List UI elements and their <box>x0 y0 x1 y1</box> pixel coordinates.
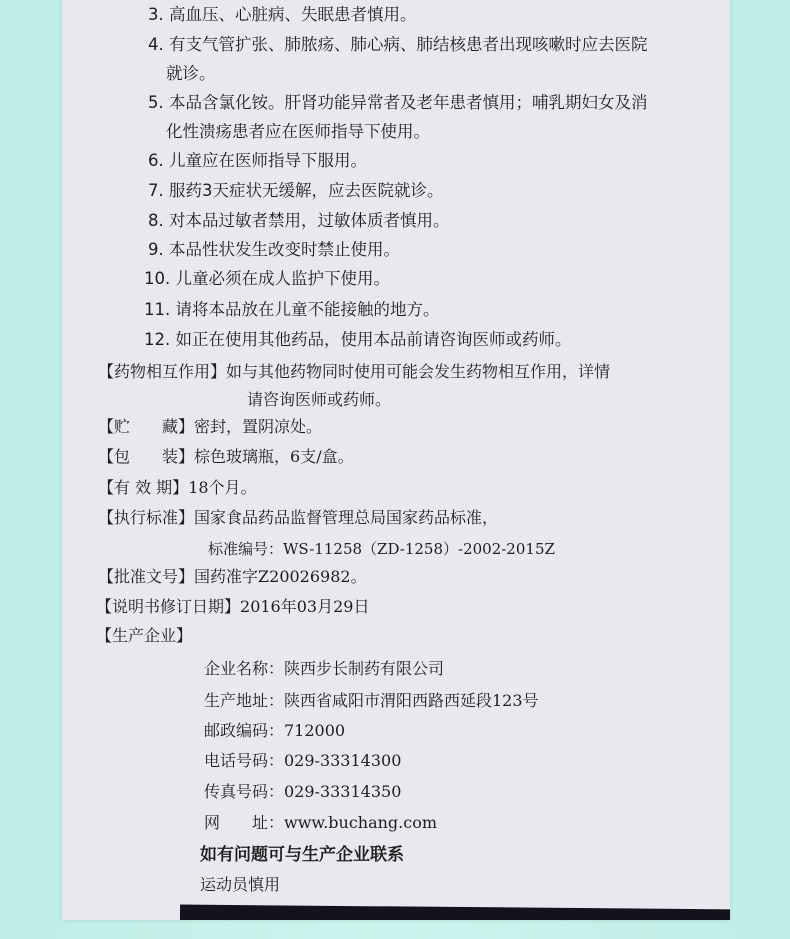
standard-row <box>98 507 498 529</box>
precaution-item: 10. 儿童必须在成人监护下使用。 <box>144 269 390 288</box>
validity-text: 18个月。 <box>188 478 257 497</box>
standard-text: 国家食品药品监督管理总局国家药品标准， <box>194 508 499 527</box>
company-postcode: 邮政编码：712000 <box>204 721 346 740</box>
revision-text: 2016年03月29日 <box>240 597 370 616</box>
precaution-item: 8. 对本品过敏者禁用，过敏体质者慎用。 <box>148 211 450 230</box>
storage-text: 密封，置阴凉处。 <box>194 417 323 436</box>
standard-number: 标准编号：WS-11258（ZD-1258）-2002-2015Z <box>208 540 555 558</box>
precaution-item: 12. 如正在使用其他药品，使用本品前请咨询医师或药师。 <box>144 330 572 349</box>
precaution-item: 7. 服药3天症状无缓解，应去医院就诊。 <box>148 181 444 200</box>
precaution-item: 5. 本品含氯化铵。肝肾功能异常者及老年患者慎用；哺乳期妇女及消 <box>148 93 648 112</box>
company-website: 网 址：www.buchang.com <box>204 813 438 832</box>
section-label: 【有 效 期】 <box>98 478 189 497</box>
interactions-text: 如与其他药物同时使用可能会发生药物相互作用，详情 <box>226 362 611 381</box>
company-address: 生产地址：陕西省咸阳市渭阳西路西延段123号 <box>204 691 539 710</box>
precaution-item-continued: 化性溃疡患者应在医师指导下使用。 <box>166 122 430 141</box>
interactions-row <box>98 361 610 383</box>
company-fax: 传真号码：029-33314350 <box>204 782 402 801</box>
package-text: 棕色玻璃瓶，6支/盒。 <box>194 447 354 466</box>
leaflet-paper <box>62 0 730 920</box>
precaution-item: 3. 高血压、心脏病、失眠患者慎用。 <box>148 5 417 24</box>
company-phone: 电话号码：029-33314300 <box>204 751 402 770</box>
athlete-note: 运动员慎用 <box>200 875 281 894</box>
section-label: 【执行标准】 <box>98 508 195 527</box>
section-label: 【药物相互作用】 <box>98 362 227 381</box>
interactions-text-continued: 请咨询医师或药师。 <box>247 390 392 409</box>
precaution-item: 9. 本品性状发生改变时禁止使用。 <box>148 240 400 259</box>
company-name: 企业名称：陕西步长制药有限公司 <box>204 659 445 678</box>
approval-text: 国药准字Z20026982。 <box>194 567 367 586</box>
manufacturer-label: 【生产企业】 <box>96 626 193 645</box>
section-label: 【批准文号】 <box>98 567 195 586</box>
approval-row <box>98 566 367 588</box>
package-row <box>98 446 354 468</box>
contact-note: 如有问题可与生产企业联系 <box>200 845 404 865</box>
validity-row <box>98 477 257 499</box>
precaution-item: 11. 请将本品放在儿童不能接触的地方。 <box>144 300 440 319</box>
section-label: 【贮 藏】 <box>98 417 195 436</box>
storage-row <box>98 416 322 438</box>
bottom-dark-band <box>180 905 730 920</box>
section-label: 【包 装】 <box>98 447 195 466</box>
revision-row <box>96 596 369 618</box>
section-label: 【说明书修订日期】 <box>96 597 241 616</box>
precaution-item: 6. 儿童应在医师指导下服用。 <box>148 151 367 170</box>
precaution-item: 4. 有支气管扩张、肺脓疡、肺心病、肺结核患者出现咳嗽时应去医院 <box>148 35 648 54</box>
precaution-item-continued: 就诊。 <box>166 64 216 83</box>
